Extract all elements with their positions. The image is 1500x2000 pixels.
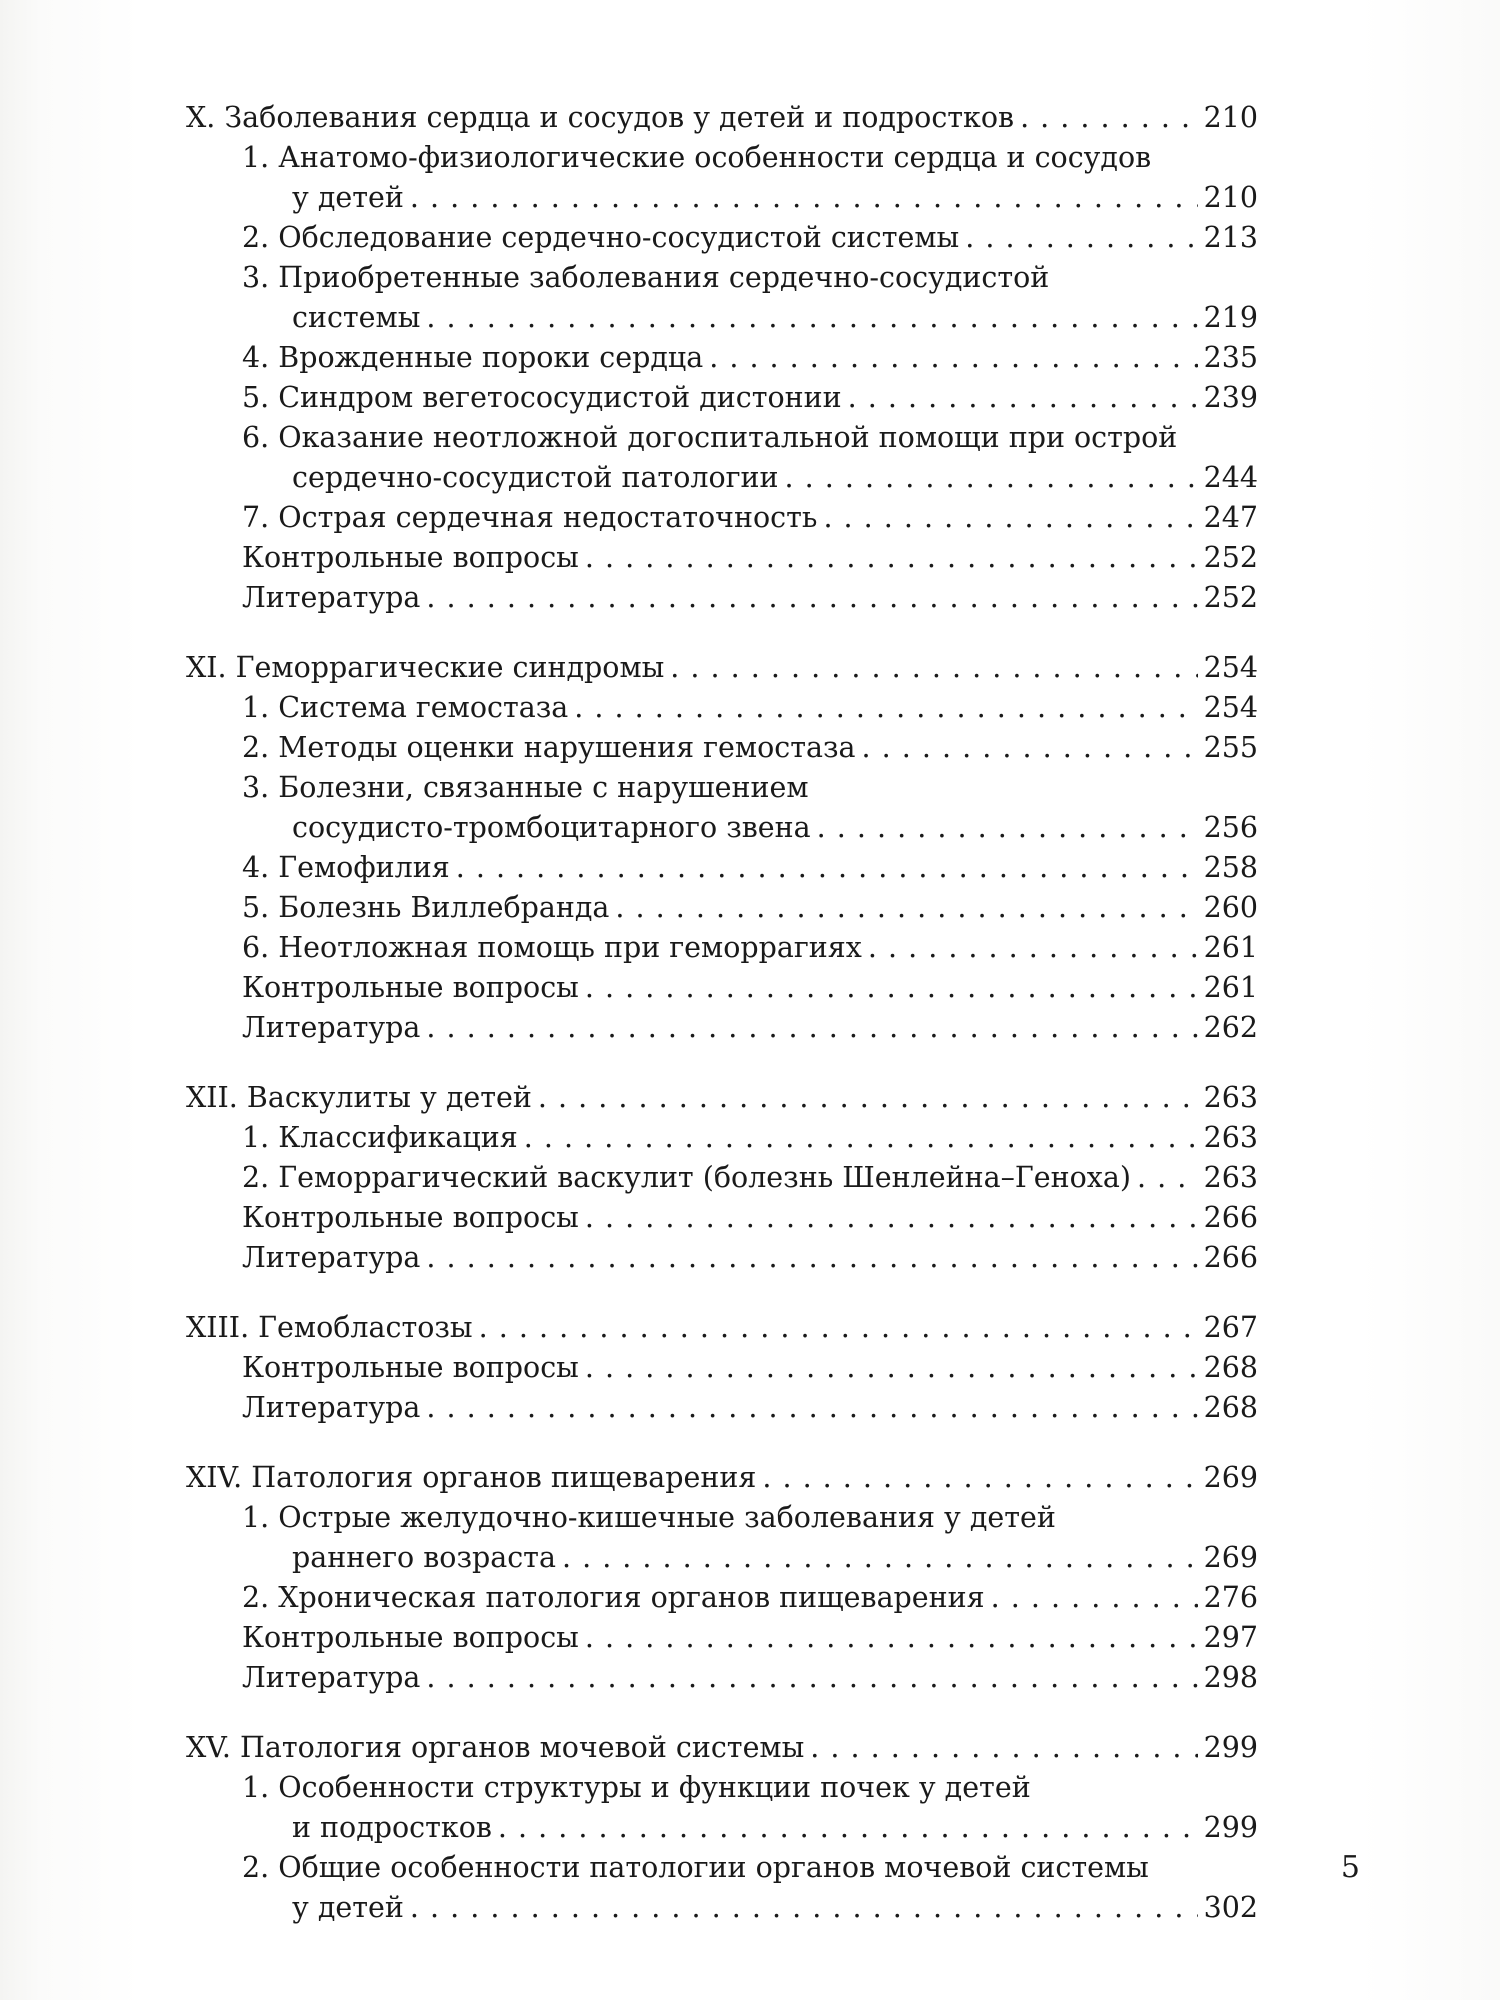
toc-page-number: 261 bbox=[1203, 931, 1258, 964]
toc-entry-title: Контрольные вопросы bbox=[242, 1201, 579, 1234]
toc-entry-title: Контрольные вопросы bbox=[242, 1351, 579, 1384]
dot-leader bbox=[585, 1348, 1198, 1388]
toc-entry-title: 4. Гемофилия bbox=[242, 851, 450, 884]
toc-page-number: 263 bbox=[1203, 1161, 1258, 1194]
toc-section bbox=[186, 728, 1258, 768]
toc-page-number: 302 bbox=[1203, 1891, 1258, 1924]
toc-section bbox=[186, 928, 1258, 968]
toc-entry-title: 6. Неотложная помощь при геморрагиях bbox=[242, 931, 862, 964]
toc-page-number: 298 bbox=[1203, 1661, 1258, 1694]
toc-entry-title-continued: раннего возраста bbox=[292, 1541, 556, 1574]
toc-section bbox=[186, 848, 1258, 888]
toc-page-number: 210 bbox=[1203, 101, 1258, 134]
toc-page-number: 269 bbox=[1203, 1461, 1258, 1494]
toc-entry-title-continued: системы bbox=[292, 301, 421, 334]
toc-entry-title-continued: и подростков bbox=[292, 1811, 492, 1844]
toc-section bbox=[186, 1238, 1258, 1278]
toc-page-number: 269 bbox=[1203, 1541, 1258, 1574]
toc-page-number: 213 bbox=[1203, 221, 1258, 254]
toc-page-number: 254 bbox=[1203, 691, 1258, 724]
toc-page-number: 262 bbox=[1203, 1011, 1258, 1044]
toc-page-number: 239 bbox=[1203, 381, 1258, 414]
toc-entry-title: Контрольные вопросы bbox=[242, 971, 579, 1004]
toc-section bbox=[186, 418, 1258, 498]
table-of-contents bbox=[186, 98, 1258, 1928]
toc-page-number: 247 bbox=[1203, 501, 1258, 534]
toc-section bbox=[186, 578, 1258, 618]
toc-section bbox=[186, 1848, 1258, 1928]
toc-page-number: 261 bbox=[1203, 971, 1258, 1004]
dot-leader bbox=[426, 1008, 1197, 1048]
toc-entry-title: XI. Геморрагические синдромы bbox=[186, 651, 665, 684]
dot-leader bbox=[585, 1618, 1198, 1658]
toc-entry-title: 4. Врожденные пороки сердца bbox=[242, 341, 704, 374]
toc-page-number: 254 bbox=[1203, 651, 1258, 684]
toc-section bbox=[186, 258, 1258, 338]
toc-entry-title: XIV. Патология органов пищеварения bbox=[186, 1461, 757, 1494]
toc-section bbox=[186, 1658, 1258, 1698]
dot-leader bbox=[709, 338, 1197, 378]
toc-entry-title-continued: сосудисто-тромбоцитарного звена bbox=[292, 811, 811, 844]
toc-entry-title: Литература bbox=[242, 1241, 421, 1274]
toc-section bbox=[186, 498, 1258, 538]
dot-leader bbox=[498, 1808, 1198, 1848]
toc-page-number: 267 bbox=[1203, 1311, 1258, 1344]
toc-chapter bbox=[186, 1728, 1258, 1768]
dot-leader bbox=[615, 888, 1197, 928]
toc-section bbox=[186, 688, 1258, 728]
dot-leader bbox=[848, 378, 1198, 418]
toc-section bbox=[186, 1008, 1258, 1048]
dot-leader bbox=[823, 498, 1197, 538]
toc-entry-title: XIII. Гемобластозы bbox=[186, 1311, 473, 1344]
toc-chapter bbox=[186, 98, 1258, 138]
toc-entry-title: 2. Общие особенности патологии органов мочевой системы bbox=[242, 1851, 1149, 1884]
dot-leader bbox=[426, 1658, 1197, 1698]
toc-page-number: 299 bbox=[1203, 1731, 1258, 1764]
dot-leader bbox=[1137, 1158, 1198, 1198]
toc-page-number: 244 bbox=[1203, 461, 1258, 494]
dot-leader bbox=[538, 1078, 1198, 1118]
toc-page-number: 260 bbox=[1203, 891, 1258, 924]
toc-entry-title: 7. Острая сердечная недостаточность bbox=[242, 501, 818, 534]
toc-chapter bbox=[186, 648, 1258, 688]
toc-entry-title: X. Заболевания сердца и сосудов у детей и подростков bbox=[186, 101, 1015, 134]
toc-section bbox=[186, 218, 1258, 258]
toc-page-number: 235 bbox=[1203, 341, 1258, 374]
toc-page-number: 276 bbox=[1203, 1581, 1258, 1614]
toc-page-number: 252 bbox=[1203, 581, 1258, 614]
toc-entry-title: 2. Геморрагический васкулит (болезнь Шенлейна–Геноха) bbox=[242, 1161, 1131, 1194]
dot-leader bbox=[762, 1458, 1197, 1498]
dot-leader bbox=[585, 538, 1198, 578]
toc-entry-title: 3. Болезни, связанные с нарушением bbox=[242, 771, 809, 804]
toc-entry-title: 3. Приобретенные заболевания сердечно-сосудистой bbox=[242, 261, 1050, 294]
toc-entry-title: Литература bbox=[242, 1661, 421, 1694]
toc-entry-title: 6. Оказание неотложной догоспитальной помощи при острой bbox=[242, 421, 1178, 454]
toc-entry-title: 1. Анатомо-физиологические особенности сердца и сосудов bbox=[242, 141, 1152, 174]
toc-page-number: 268 bbox=[1203, 1351, 1258, 1384]
toc-entry-title: XII. Васкулиты у детей bbox=[186, 1081, 532, 1114]
dot-leader bbox=[426, 578, 1197, 618]
toc-entry-title: 1. Система гемостаза bbox=[242, 691, 569, 724]
toc-entry-title: 2. Методы оценки нарушения гемостаза bbox=[242, 731, 856, 764]
dot-leader bbox=[410, 1888, 1198, 1928]
toc-entry-title: 1. Острые желудочно-кишечные заболевания у детей bbox=[242, 1501, 1056, 1534]
dot-leader bbox=[991, 1578, 1198, 1618]
toc-page-number: 256 bbox=[1203, 811, 1258, 844]
dot-leader bbox=[862, 728, 1198, 768]
toc-section bbox=[186, 1498, 1258, 1578]
toc-entry-title: 1. Классификация bbox=[242, 1121, 518, 1154]
page-number: 5 bbox=[1340, 1850, 1360, 1885]
toc-entry-title: XV. Патология органов мочевой системы bbox=[186, 1731, 805, 1764]
toc-section bbox=[186, 378, 1258, 418]
dot-leader bbox=[426, 298, 1197, 338]
toc-section bbox=[186, 138, 1258, 218]
toc-section bbox=[186, 538, 1258, 578]
toc-page-number: 263 bbox=[1203, 1121, 1258, 1154]
toc-section bbox=[186, 1768, 1258, 1848]
dot-leader bbox=[426, 1388, 1197, 1428]
toc-section bbox=[186, 1198, 1258, 1238]
toc-page-number: 266 bbox=[1203, 1241, 1258, 1274]
dot-leader bbox=[785, 458, 1198, 498]
dot-leader bbox=[1020, 98, 1198, 138]
dot-leader bbox=[426, 1238, 1197, 1278]
toc-entry-title: 5. Болезнь Виллебранда bbox=[242, 891, 610, 924]
toc-section bbox=[186, 768, 1258, 848]
dot-leader bbox=[574, 688, 1197, 728]
toc-page-number: 210 bbox=[1203, 181, 1258, 214]
toc-chapter bbox=[186, 1458, 1258, 1498]
toc-entry-title: 1. Особенности структуры и функции почек у детей bbox=[242, 1771, 1031, 1804]
toc-section bbox=[186, 968, 1258, 1008]
toc-entry-title: Контрольные вопросы bbox=[242, 1621, 579, 1654]
toc-page-number: 219 bbox=[1203, 301, 1258, 334]
toc-page-number: 299 bbox=[1203, 1811, 1258, 1844]
dot-leader bbox=[670, 648, 1197, 688]
toc-entry-title-continued: у детей bbox=[292, 1891, 404, 1924]
dot-leader bbox=[562, 1538, 1198, 1578]
toc-section bbox=[186, 1158, 1258, 1198]
toc-page-number: 268 bbox=[1203, 1391, 1258, 1424]
dot-leader bbox=[817, 808, 1198, 848]
dot-leader bbox=[410, 178, 1198, 218]
toc-entry-title-continued: сердечно-сосудистой патологии bbox=[292, 461, 779, 494]
toc-section bbox=[186, 1348, 1258, 1388]
dot-leader bbox=[479, 1308, 1198, 1348]
toc-section bbox=[186, 338, 1258, 378]
toc-entry-title: 2. Обследование сердечно-сосудистой системы bbox=[242, 221, 960, 254]
dot-leader bbox=[456, 848, 1198, 888]
toc-entry-title: Литература bbox=[242, 581, 421, 614]
toc-entry-title: Контрольные вопросы bbox=[242, 541, 579, 574]
toc-entry-title: 5. Синдром вегетососудистой дистонии bbox=[242, 381, 842, 414]
toc-entry-title: 2. Хроническая патология органов пищеварения bbox=[242, 1581, 985, 1614]
toc-page-number: 255 bbox=[1203, 731, 1258, 764]
dot-leader bbox=[585, 968, 1198, 1008]
toc-section bbox=[186, 1118, 1258, 1158]
toc-section bbox=[186, 1618, 1258, 1658]
toc-section bbox=[186, 1578, 1258, 1618]
toc-chapter bbox=[186, 1078, 1258, 1118]
toc-entry-title: Литература bbox=[242, 1011, 421, 1044]
toc-chapter bbox=[186, 1308, 1258, 1348]
toc-page-number: 297 bbox=[1203, 1621, 1258, 1654]
toc-page-number: 258 bbox=[1203, 851, 1258, 884]
dot-leader bbox=[810, 1728, 1197, 1768]
dot-leader bbox=[965, 218, 1197, 258]
dot-leader bbox=[585, 1198, 1198, 1238]
toc-section bbox=[186, 1388, 1258, 1428]
dot-leader bbox=[524, 1118, 1198, 1158]
dot-leader bbox=[868, 928, 1198, 968]
toc-section bbox=[186, 888, 1258, 928]
toc-page-number: 266 bbox=[1203, 1201, 1258, 1234]
toc-page-number: 252 bbox=[1203, 541, 1258, 574]
toc-entry-title: Литература bbox=[242, 1391, 421, 1424]
toc-entry-title-continued: у детей bbox=[292, 181, 404, 214]
toc-page-number: 263 bbox=[1203, 1081, 1258, 1114]
